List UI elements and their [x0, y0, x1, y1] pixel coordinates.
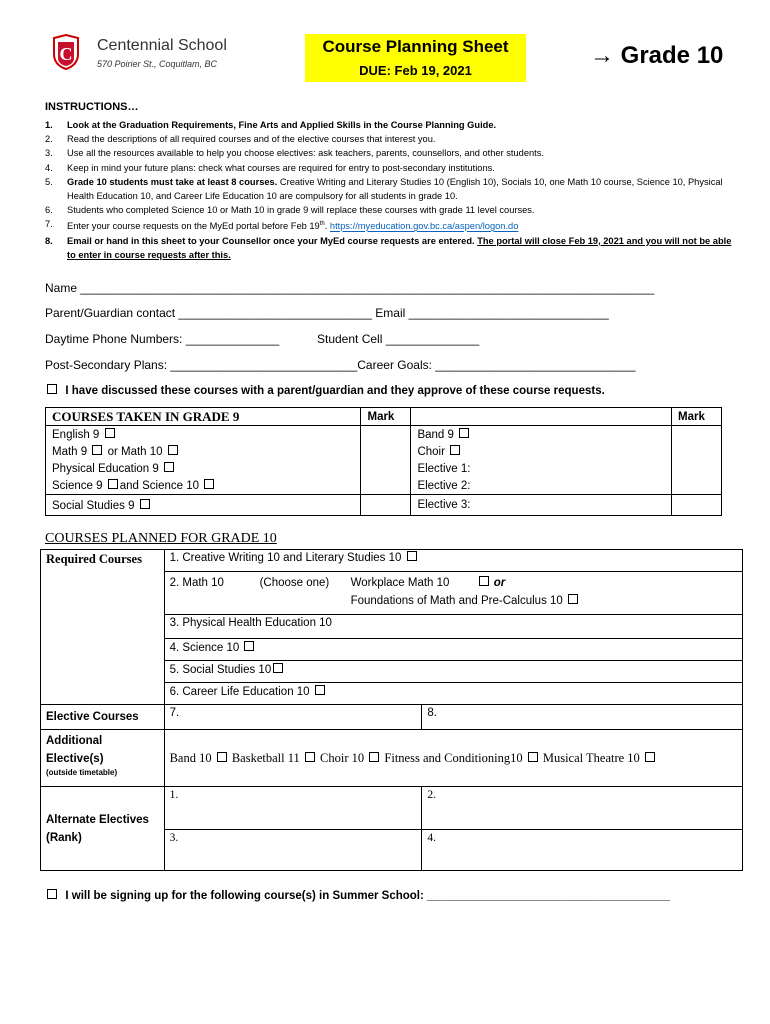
checkbox[interactable] — [273, 663, 283, 673]
mark-cell[interactable] — [361, 477, 411, 495]
grade9-course: Physical Education 9 — [46, 460, 361, 477]
grade10-title: COURSES PLANNED FOR GRADE 10 — [45, 531, 277, 546]
checkbox[interactable] — [204, 479, 214, 489]
summer-checkbox[interactable] — [47, 889, 57, 899]
grade9-course: English 9 — [46, 426, 361, 444]
grade9-course: Elective 3: — [411, 495, 672, 516]
grade9-course: Elective 1: — [411, 460, 672, 477]
checkbox[interactable] — [92, 445, 102, 455]
additional-options: Band 10 Basketball 11 Choir 10 Fitness and Conditioning10 Musical Theatre 10 — [164, 730, 742, 787]
cell-field[interactable]: Student Cell ______________ — [317, 332, 480, 346]
instruction-item: 5. Grade 10 students must take at least 8 courses. Creative Writing and Literary Studies 10 (English 10), Socials 10, one Math 10 course, Science 10, Physical Health Education 10, and Career Life Education 10 are compulsory for all students in grade 10. — [45, 176, 723, 202]
grade9-course: Math 9 or Math 10 — [46, 443, 361, 460]
mark-cell[interactable] — [361, 443, 411, 460]
elective-8[interactable]: 8. — [422, 705, 743, 730]
school-name: Centennial School — [97, 37, 227, 54]
instruction-item: 1. Look at the Graduation Requirements, Fine Arts and Applied Skills in the Course Planning Guide. — [45, 120, 497, 130]
checkbox[interactable] — [479, 576, 489, 586]
grade10-table — [40, 549, 743, 871]
mark-cell[interactable] — [672, 460, 722, 477]
checkbox[interactable] — [168, 445, 178, 455]
grade9-course: Science 9 and Science 10 — [46, 477, 361, 495]
checkbox[interactable] — [369, 752, 379, 762]
instruction-item: 6. Students who completed Science 10 or Math 10 in grade 9 will replace these courses with grade 11 level courses. — [45, 205, 535, 216]
instruction-item: 8. Email or hand in this sheet to your Counsellor once your MyEd course requests are entered. The portal will close Feb 19, 2021 and you will not be able to enter in course requests after this. — [45, 235, 732, 260]
checkbox[interactable] — [164, 462, 174, 472]
summer-school-row — [45, 889, 670, 902]
checkbox[interactable] — [140, 499, 150, 509]
instruction-item: 2. Read the descriptions of all required courses and of the elective courses that interest you. — [45, 134, 436, 145]
checkbox[interactable] — [217, 752, 227, 762]
checkbox[interactable] — [315, 685, 325, 695]
instruction-item: 3. Use all the resources available to help you choose electives: ask teachers, parents, counsellors, and other students. — [45, 148, 544, 159]
school-address: 570 Poirier St., Coquitlam, BC — [97, 59, 218, 69]
mark-header: Mark — [361, 408, 411, 426]
grade9-course: Elective 2: — [411, 477, 672, 495]
name-field[interactable]: Name ______________________________________________________________________________________ — [45, 281, 655, 295]
grade-label: → Grade 10 — [590, 42, 724, 69]
checkbox[interactable] — [305, 752, 315, 762]
grade9-course: Band 9 — [411, 426, 672, 444]
alternate-3[interactable]: 3. — [164, 830, 422, 871]
checkbox[interactable] — [645, 752, 655, 762]
grade9-course: Choir — [411, 443, 672, 460]
consent-checkbox[interactable] — [47, 384, 57, 394]
checkbox[interactable] — [568, 594, 578, 604]
parent-email-field[interactable]: Parent/Guardian contact _____________________________ Email ______________________________ — [45, 306, 609, 320]
mark-header: Mark — [672, 408, 722, 426]
checkbox[interactable] — [108, 479, 118, 489]
checkbox[interactable] — [528, 752, 538, 762]
grade9-header: COURSES TAKEN IN GRADE 9 — [46, 408, 361, 426]
school-logo — [52, 34, 80, 70]
phone-field[interactable]: Daytime Phone Numbers: ______________ — [45, 332, 280, 346]
checkbox[interactable] — [105, 428, 115, 438]
mark-cell[interactable] — [361, 495, 411, 516]
required-course-5: 5. Social Studies 10 — [164, 661, 742, 683]
mark-cell[interactable] — [361, 426, 411, 444]
mark-cell[interactable] — [672, 443, 722, 460]
checkbox[interactable] — [407, 551, 417, 561]
consent-row — [45, 384, 605, 397]
mark-cell[interactable] — [361, 460, 411, 477]
required-course-1: 1. Creative Writing 10 and Literary Studies 10 — [164, 550, 742, 572]
required-course-4: 4. Science 10 — [164, 639, 742, 661]
alternate-1[interactable]: 1. — [164, 787, 422, 830]
additional-electives-label: Additional Elective(s) (outside timetable) — [41, 730, 165, 787]
required-course-2: 2. Math 10 (Choose one) Workplace Math 10 or Foundations of Math and Pre-Calculus 10 — [164, 572, 742, 615]
grade9-table — [45, 407, 722, 516]
due-date: DUE: Feb 19, 2021 — [359, 63, 472, 78]
checkbox[interactable] — [459, 428, 469, 438]
instruction-item: 7. Enter your course requests on the MyEd portal before Feb 19th. https://myeducation.gov.bc.ca/aspen/logon.do — [45, 219, 519, 232]
required-course-6: 6. Career Life Education 10 — [164, 683, 742, 705]
required-courses-label: Required Courses — [41, 550, 165, 705]
alternate-electives-label: Alternate Electives (Rank) — [41, 787, 165, 871]
summer-school-text[interactable]: I will be signing up for the following course(s) in Summer School: ______________________________________ — [65, 890, 671, 902]
myed-portal-link[interactable]: https://myeducation.gov.bc.ca/aspen/logon.do — [329, 221, 519, 232]
elective-7[interactable]: 7. — [164, 705, 422, 730]
instructions-list — [45, 118, 735, 262]
mark-cell[interactable] — [672, 495, 722, 516]
plans-field[interactable]: Post-Secondary Plans: ____________________________Career Goals: ______________________________ — [45, 358, 636, 372]
alternate-4[interactable]: 4. — [422, 830, 743, 871]
instructions-heading: INSTRUCTIONS… — [45, 101, 139, 113]
instruction-item: 4. Keep in mind your future plans: check what courses are required for entry to post-secondary institutions. — [45, 162, 495, 173]
checkbox[interactable] — [450, 445, 460, 455]
alternate-2[interactable]: 2. — [422, 787, 743, 830]
grade9-course: Social Studies 9 — [46, 495, 361, 516]
consent-text: I have discussed these courses with a parent/guardian and they approve of these course requests. — [65, 385, 605, 397]
page-title: Course Planning Sheet — [322, 37, 509, 56]
elective-courses-label: Elective Courses — [41, 705, 165, 730]
required-course-3: 3. Physical Health Education 10 — [164, 615, 742, 639]
mark-cell[interactable] — [672, 426, 722, 444]
checkbox[interactable] — [244, 641, 254, 651]
svg-text:C: C — [59, 44, 73, 64]
mark-cell[interactable] — [672, 477, 722, 495]
